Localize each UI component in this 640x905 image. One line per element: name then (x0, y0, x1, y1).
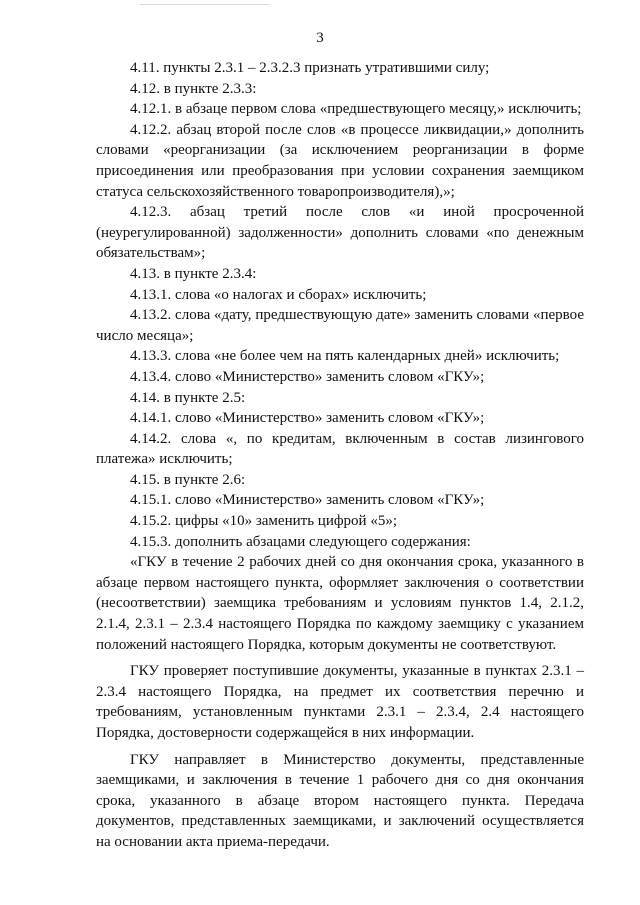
paragraph-4-14-1: 4.14.1. слово «Министерство» заменить словом «ГКУ»; (130, 410, 485, 427)
paragraph-4-13-1: 4.13.1. слова «о налогах и сборах» исключить; (130, 286, 427, 303)
paragraph-4-12-3: 4.12.3. абзац третий после слов «и иной просроченной (неурегулированной) задолженности» дополнить словами «по денежным обязательствам»; (96, 204, 584, 262)
paragraph-4-13-2: 4.13.2. слова «дату, предшествующую дате» заменить словами «первое число месяца»; (96, 307, 584, 344)
paragraph-4-15-1: 4.15.1. слово «Министерство» заменить словом «ГКУ»; (130, 492, 485, 509)
paragraph-4-15: 4.15. в пункте 2.6: (130, 471, 246, 488)
paragraph-4-15-3: 4.15.3. дополнить абзацами следующего содержания: (130, 533, 471, 550)
page-number: 3 (316, 30, 324, 46)
paragraph-4-14-2: 4.14.2. слова «, по кредитам, включенным в состав лизингового платежа» исключить; (96, 430, 584, 468)
paragraph-4-12: 4.12. в пункте 2.3.3: (130, 80, 257, 97)
quoted-paragraph-1: «ГКУ в течение 2 рабочих дней со дня окончания срока, указанного в абзаце первом настоящего пункта, оформляет заключения о соответствии (несоответствии) заемщика требованиям и условиям пунктов 1.4, 2.1.2, 2.1.4, 2.3.1 – 2.3.4 настоящего Порядка по каждому заемщику с указанием положений настоящего Порядка, которым документы не соответствуют. (96, 554, 584, 653)
paragraph-4-13-3: 4.13.3. слова «не более чем на пять календарных дней» исключить; (130, 348, 560, 365)
paragraph-4-14: 4.14. в пункте 2.5: (130, 389, 246, 406)
quoted-paragraph-2: ГКУ проверяет поступившие документы, указанные в пунктах 2.3.1 – 2.3.4 настоящего Порядка, на предмет их соответствия перечню и требованиям, установленным пунктами 2.3.1 – 2.3.4, 2.4 настоящего Порядка, достоверности содержащейся в них информации. (96, 663, 584, 741)
scan-artifact (140, 4, 270, 5)
paragraph-4-13: 4.13. в пункте 2.3.4: (130, 265, 257, 282)
quoted-paragraph-3: ГКУ направляет в Министерство документы, представленные заемщиками, и заключения в течение 1 рабочего дня со дня окончания срока, указанного в абзаце втором настоящего пункта. Передача документов, представленных заемщиками, и заключений осуществляется на основании акта приема-передачи. (96, 751, 584, 850)
paragraph-4-12-1: 4.12.1. в абзаце первом слова «предшествующего месяцу,» исключить; (130, 101, 582, 118)
paragraph-4-12-2: 4.12.2. абзац второй после слов «в процессе ликвидации,» дополнить словами «реорганизации (за исключением реорганизации в форме присоединения или преобразования при условии сохранения заемщиком статуса сельскохозяйственного товаропроизводителя),»; (96, 121, 584, 200)
document-body (96, 58, 584, 853)
paragraph-4-13-4: 4.13.4. слово «Министерство» заменить словом «ГКУ»; (130, 368, 485, 385)
paragraph-4-11: 4.11. пункты 2.3.1 – 2.3.2.3 признать утратившими силу; (130, 60, 490, 76)
paragraph-4-15-2: 4.15.2. цифры «10» заменить цифрой «5»; (130, 513, 398, 530)
